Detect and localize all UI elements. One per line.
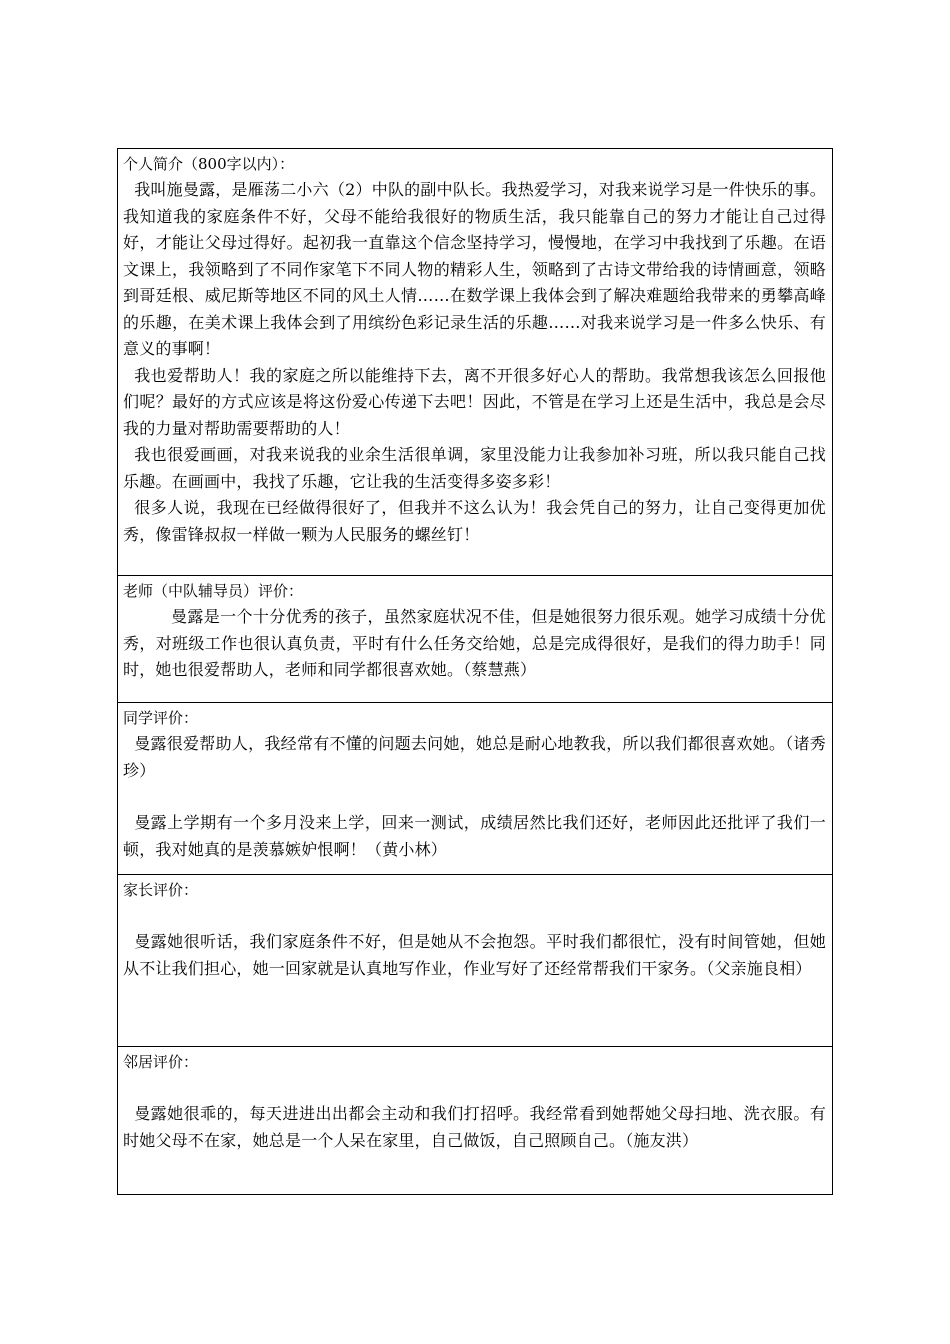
classmates-paragraph-2: 曼露上学期有一个多月没来上学，回来一测试，成绩居然比我们还好，老师因此还批评了我们一顿，我对她真的是羡慕嫉妒恨啊！（黄小林）	[123, 813, 826, 859]
intro-section	[118, 149, 832, 575]
paragraph-gap	[123, 784, 826, 810]
classmates-section	[118, 702, 832, 874]
teacher-title: 老师（中队辅导员）评价：	[123, 582, 304, 600]
paragraph-gap	[123, 1075, 826, 1101]
classmates-paragraph-1: 曼露很爱帮助人，我经常有不懂的问题去问她，她总是耐心地教我，所以我们都很喜欢她。（诸秀珍）	[123, 734, 826, 780]
intro-title: 个人简介（800字以内）：	[123, 155, 295, 173]
paragraph-gap	[123, 903, 826, 929]
teacher-section	[118, 575, 832, 702]
parent-section	[118, 874, 832, 1046]
intro-paragraph-1: 我叫施曼露，是雁荡二小六（2）中队的副中队长。我热爱学习，对我来说学习是一件快乐的事。我知道我的家庭条件不好，父母不能给我很好的物质生活，我只能靠自己的努力才能让自己过得好，才能让父母过得好。起初我一直靠这个信念坚持学习，慢慢地，在学习中我找到了乐趣。在语文课上，我领略到了不同作家笔下不同人物的精彩人生，领略到了古诗文带给我的诗情画意，领略到哥廷根、威尼斯等地区不同的风土人情……在数学课上我体会到了解决难题给我带来的勇攀高峰的乐趣，在美术课上我体会到了用缤纷色彩记录生活的乐趣……对我来说学习是一件多么快乐、有意义的事啊！	[123, 180, 826, 358]
classmates-title: 同学评价：	[123, 709, 199, 727]
neighbor-title: 邻居评价：	[123, 1053, 199, 1071]
neighbor-paragraph-1: 曼露她很乖的，每天进进出出都会主动和我们打招呼。我经常看到她帮她父母扫地、洗衣服。有时她父母不在家，她总是一个人呆在家里，自己做饭，自己照顾自己。（施友洪）	[123, 1104, 826, 1150]
intro-paragraph-2: 我也爱帮助人！我的家庭之所以能维持下去，离不开很多好心人的帮助。我常想我该怎么回报他们呢？最好的方式应该是将这份爱心传递下去吧！因此，不管是在学习上还是生活中，我总是会尽我的力量对帮助需要帮助的人！	[123, 365, 826, 438]
intro-paragraph-3: 我也很爱画画，对我来说我的业余生活很单调，家里没能力让我参加补习班，所以我只能自己找乐趣。在画画中，我找了乐趣，它让我的生活变得多姿多彩！	[123, 445, 826, 491]
intro-paragraph-4: 很多人说，我现在已经做得很好了，但我并不这么认为！我会凭自己的努力，让自己变得更加优秀，像雷锋叔叔一样做一颗为人民服务的螺丝钉！	[123, 498, 826, 544]
neighbor-section	[118, 1046, 832, 1194]
parent-title: 家长评价：	[123, 881, 199, 899]
evaluation-table	[117, 148, 833, 1195]
parent-paragraph-1: 曼露她很听话，我们家庭条件不好，但是她从不会抱怨。平时我们都很忙，没有时间管她，但她从不让我们担心，她一回家就是认真地写作业，作业写好了还经常帮我们干家务。（父亲施良相）	[123, 932, 826, 978]
teacher-paragraph-1: 曼露是一个十分优秀的孩子，虽然家庭状况不佳，但是她很努力很乐观。她学习成绩十分优秀，对班级工作也很认真负责，平时有什么任务交给她，总是完成得很好，是我们的得力助手！同时，她也很爱帮助人，老师和同学都很喜欢她。（蔡慧燕）	[123, 607, 826, 679]
